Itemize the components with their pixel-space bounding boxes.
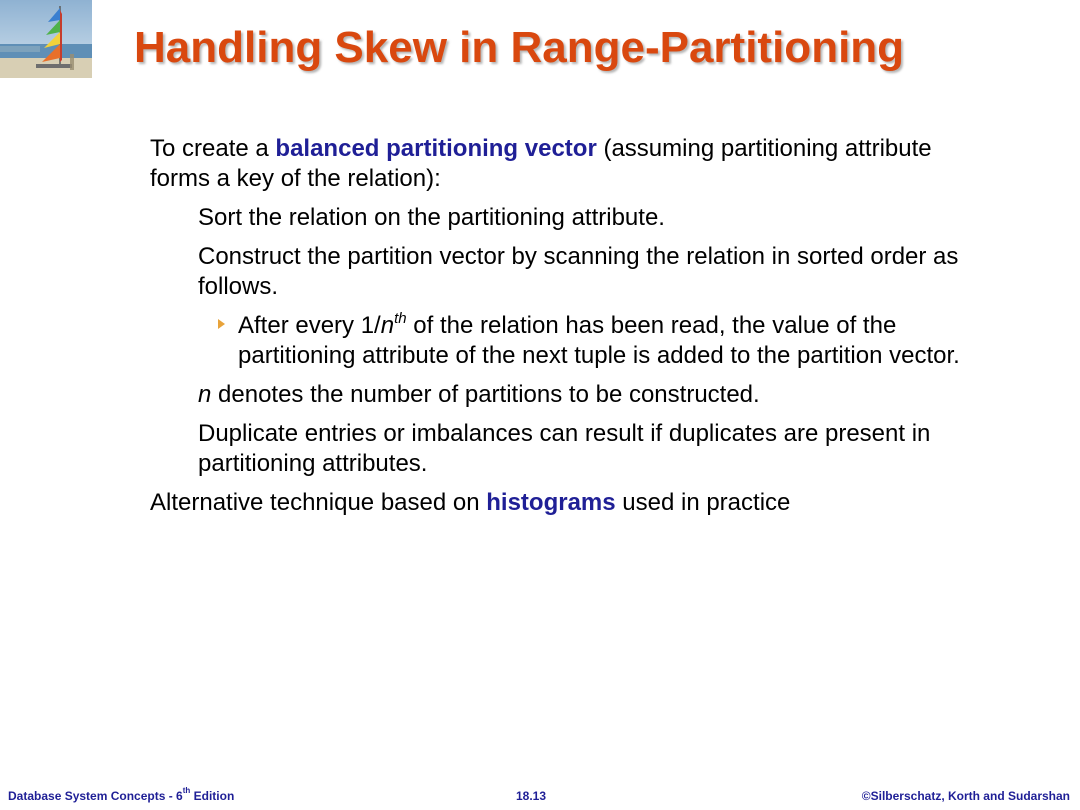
text-run: of the relation has been read, the value of the partitioning attribute of the next tuple is added to the partition vector. xyxy=(238,312,960,369)
text-run: After every 1/ xyxy=(238,312,381,339)
footer-page-number: 18.13 xyxy=(516,789,547,803)
bullet-level1-alternative xyxy=(150,488,980,518)
text-run: Edition xyxy=(190,789,235,803)
text-run: used in practice xyxy=(615,489,791,516)
superscript-th: th xyxy=(394,310,407,327)
variable-n: n xyxy=(380,312,395,339)
bullet-level3-after-every xyxy=(238,311,980,371)
superscript-th: th xyxy=(182,786,191,795)
slide-body xyxy=(150,134,980,527)
bullet-level2-duplicates: Duplicate entries or imbalances can result if duplicates are present in partitioning attributes. xyxy=(198,420,931,477)
triangle-bullet-icon xyxy=(216,315,228,333)
emphasis-balanced-partitioning-vector: balanced partitioning vector xyxy=(275,135,597,162)
variable-n: n xyxy=(198,381,212,408)
sailboat-logo-icon xyxy=(0,0,92,78)
bullet-level2-construct: Construct the partition vector by scanning the relation in sorted order as follows. xyxy=(198,243,959,300)
bullet-level1-balanced-vector xyxy=(150,134,980,194)
bullet-level2-sort: Sort the relation on the partitioning attribute. xyxy=(198,204,665,231)
emphasis-histograms: histograms xyxy=(486,489,616,516)
footer-book-title xyxy=(8,786,235,803)
text-run: (assuming partitioning attribute forms a key of the relation): xyxy=(150,135,932,192)
text-run: Alternative technique based on xyxy=(150,489,487,516)
text-run: To create a xyxy=(150,135,276,162)
footer-copyright: ©Silberschatz, Korth and Sudarshan xyxy=(861,789,1070,803)
slide-title: Handling Skew in Range-Partitioning xyxy=(134,23,905,72)
bullet-level2-n-denotes xyxy=(198,380,980,410)
text-run: Database System Concepts - 6 xyxy=(8,789,183,803)
text-run: denotes the number of partitions to be constructed. xyxy=(211,381,760,408)
